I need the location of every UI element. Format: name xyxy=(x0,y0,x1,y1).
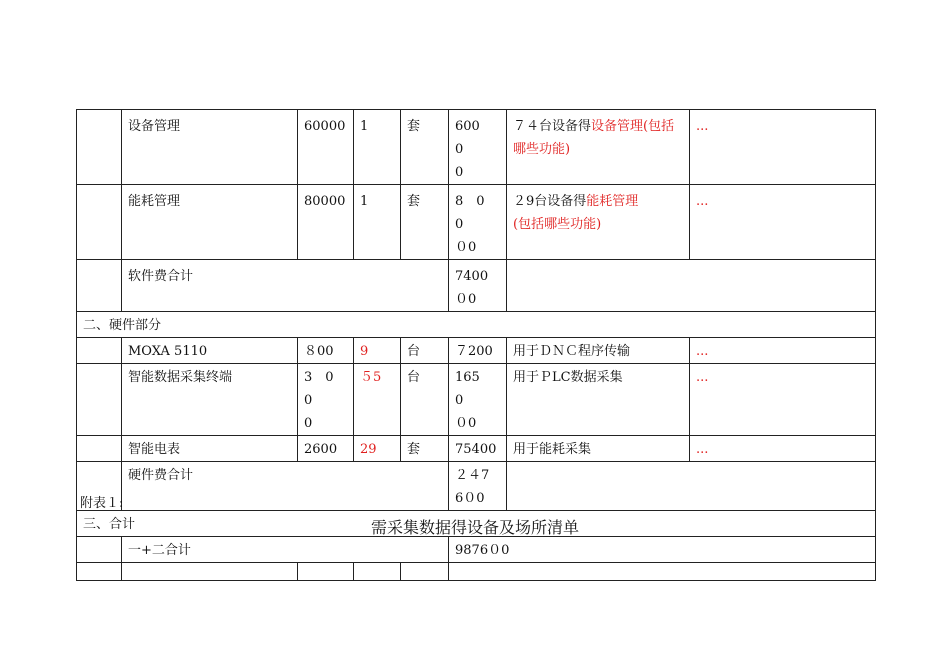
grand-total-value: 9876０0 xyxy=(449,537,876,563)
quantity: 1 xyxy=(354,110,401,185)
table-row-equipment-mgmt xyxy=(77,110,876,185)
appendix-title: 需采集数据得设备及场所清单 xyxy=(370,518,579,537)
remark: ... xyxy=(690,110,876,185)
unit-price: 3 0 0 0 xyxy=(298,364,354,436)
line-total: ７200 xyxy=(449,338,507,364)
item-description: 用于能耗采集 xyxy=(507,436,690,462)
row-index-cell xyxy=(77,436,122,462)
remark: ... xyxy=(690,338,876,364)
row-index-cell xyxy=(77,110,122,185)
unit-price: 2600 xyxy=(298,436,354,462)
item-name: 设备管理 xyxy=(122,110,298,185)
table-row-grand-total xyxy=(77,537,876,563)
section-title: 二、硬件部分 xyxy=(77,312,876,338)
description-text: ２9台设备得 xyxy=(513,194,587,209)
table-row-smart-meter xyxy=(77,436,876,462)
appendix-note: 附表１: xyxy=(80,496,124,511)
row-index-cell xyxy=(77,364,122,436)
table-row-software-subtotal xyxy=(77,260,876,312)
empty-cell xyxy=(298,563,354,581)
empty-cell xyxy=(122,563,298,581)
item-description xyxy=(507,185,690,260)
unit: 台 xyxy=(401,364,449,436)
line-total: 75400 xyxy=(449,436,507,462)
description-text: ７４台设备得 xyxy=(513,119,592,134)
quantity: 1 xyxy=(354,185,401,260)
line-total: 600 0 0 xyxy=(449,110,507,185)
quantity: 9 xyxy=(354,338,401,364)
row-index-cell xyxy=(77,260,122,312)
row-index-cell xyxy=(77,537,122,563)
remark: ... xyxy=(690,436,876,462)
table-row-moxa xyxy=(77,338,876,364)
remark: ... xyxy=(690,364,876,436)
subtotal-label: 软件费合计 xyxy=(122,260,449,312)
unit-price: 80000 xyxy=(298,185,354,260)
unit: 套 xyxy=(401,436,449,462)
subtotal-label: 硬件费合计 xyxy=(122,462,449,511)
quote-table xyxy=(76,109,876,581)
item-name: 智能电表 xyxy=(122,436,298,462)
item-description: 用于ＤＮＣ程序传输 xyxy=(507,338,690,364)
table-row-energy-mgmt xyxy=(77,185,876,260)
grand-total-label: 一+二合计 xyxy=(122,537,449,563)
quantity: 29 xyxy=(354,436,401,462)
unit-price: ８00 xyxy=(298,338,354,364)
item-name: 能耗管理 xyxy=(122,185,298,260)
description-highlight: 能耗管理 (包括哪些功能) xyxy=(513,194,639,232)
line-total: 8 0 0 ０0 xyxy=(449,185,507,260)
empty-cell xyxy=(507,462,876,511)
subtotal-value: 7400 ０0 xyxy=(449,260,507,312)
empty-cell xyxy=(77,563,122,581)
unit: 台 xyxy=(401,338,449,364)
empty-cell xyxy=(507,260,876,312)
unit-price: 60000 xyxy=(298,110,354,185)
unit: 套 xyxy=(401,110,449,185)
table-row-data-terminal xyxy=(77,364,876,436)
empty-cell xyxy=(401,563,449,581)
line-total: 165 0 ０0 xyxy=(449,364,507,436)
item-description: 用于ＰLC数据采集 xyxy=(507,364,690,436)
item-name: 智能数据采集终端 xyxy=(122,364,298,436)
row-index-cell xyxy=(77,338,122,364)
empty-cell xyxy=(449,563,876,581)
section-header-hardware xyxy=(77,312,876,338)
table-row-empty xyxy=(77,563,876,581)
unit: 套 xyxy=(401,185,449,260)
subtotal-value: ２４7 6０0 xyxy=(449,462,507,511)
row-index-cell xyxy=(77,185,122,260)
item-description xyxy=(507,110,690,185)
section-title: 三、合计 xyxy=(77,511,876,537)
empty-cell xyxy=(354,563,401,581)
description-highlight: 设备管理(包括 哪些功能) xyxy=(513,119,675,157)
remark: ... xyxy=(690,185,876,260)
quantity: ５5 xyxy=(354,364,401,436)
item-name: MOXA 5110 xyxy=(122,338,298,364)
table-row-hardware-subtotal xyxy=(77,462,876,511)
